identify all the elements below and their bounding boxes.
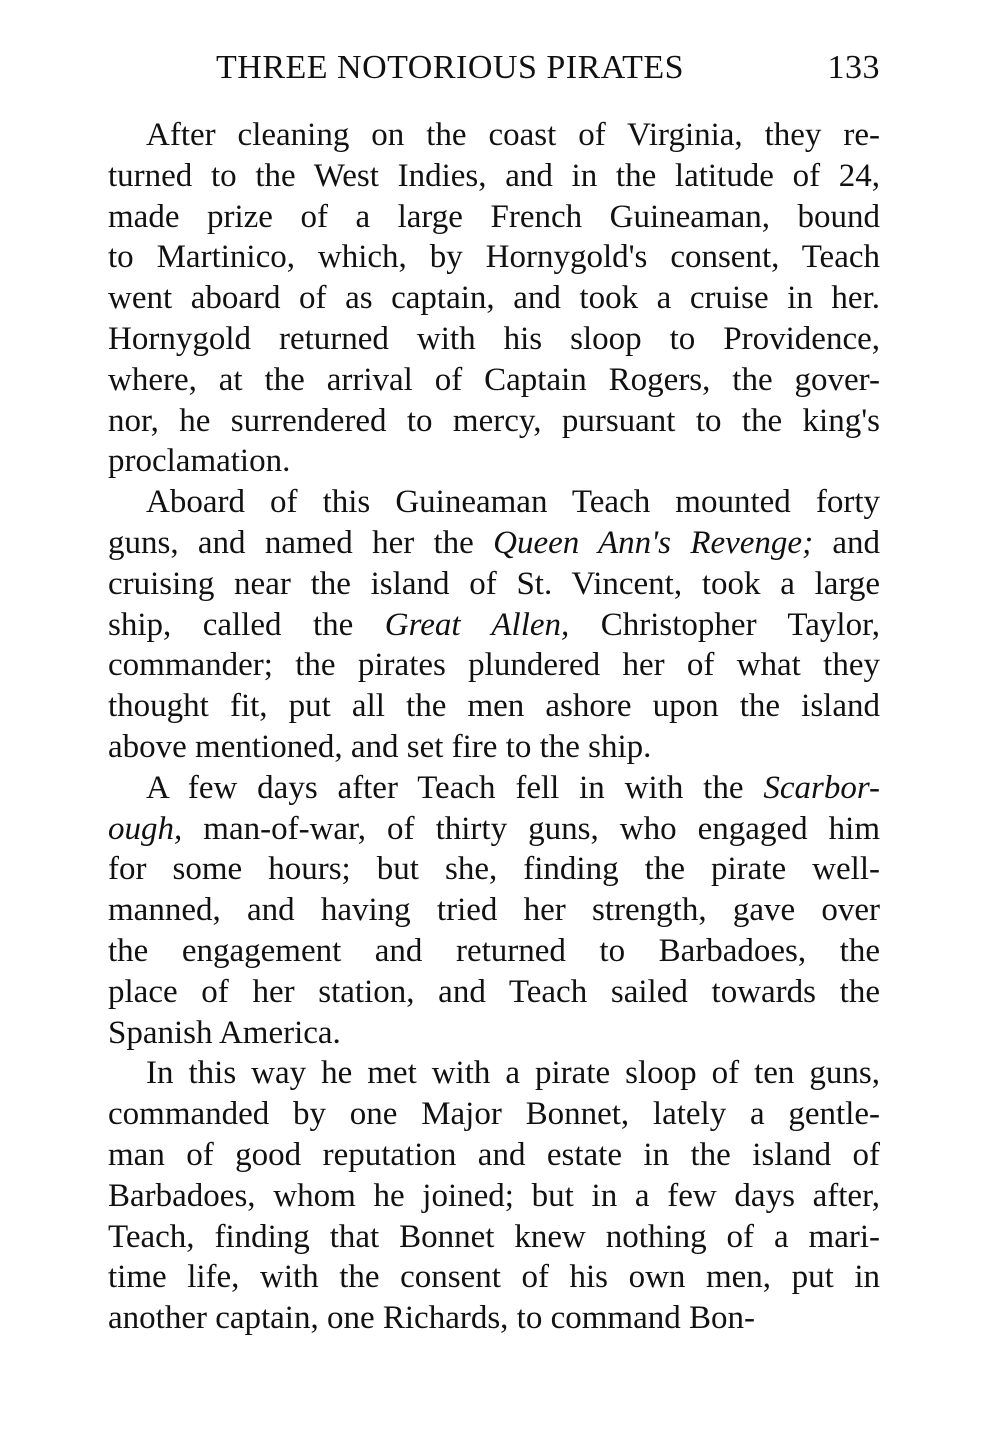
text-line: [108, 441, 880, 482]
text-segment: to Martinico, which, by Hornygold's consent, Teach: [108, 239, 880, 276]
text-segment: and: [813, 524, 880, 561]
text-segment: time life, with the consent of his own men, put in: [108, 1259, 880, 1296]
text-line: [108, 890, 880, 931]
text-segment: Christopher Taylor,: [569, 606, 880, 643]
text-segment: A few days after Teach fell in with the: [146, 769, 764, 806]
text-line: [108, 727, 880, 768]
text-line: [108, 1135, 880, 1176]
text-line: [108, 809, 880, 850]
text-line: [108, 319, 880, 360]
text-segment: for some hours; but she, finding the pirate well-: [108, 851, 880, 888]
italic-text: Scarbor-: [763, 769, 880, 806]
text-segment: Teach, finding that Bonnet knew nothing of a mari-: [108, 1218, 880, 1255]
text-segment: thought fit, put all the men ashore upon the island: [108, 688, 880, 725]
text-segment: proclamation.: [108, 443, 291, 480]
text-line: [108, 1053, 880, 1094]
text-segment: commander; the pirates plundered her of what they: [108, 647, 880, 684]
text-segment: nor, he surrendered to mercy, pursuant to the king's: [108, 402, 880, 439]
italic-text: Great Allen,: [384, 606, 570, 643]
text-line: [108, 197, 880, 238]
text-segment: man-of-war, of thirty guns, who engaged him: [182, 810, 880, 847]
paragraph: [108, 1053, 880, 1339]
text-line: [108, 645, 880, 686]
text-line: [108, 972, 880, 1013]
text-line: [108, 1298, 880, 1339]
text-segment: place of her station, and Teach sailed towards the: [108, 973, 880, 1010]
paragraph: [108, 482, 880, 768]
text-line: [108, 156, 880, 197]
running-title: THREE NOTORIOUS PIRATES: [216, 49, 685, 86]
text-line: [108, 523, 880, 564]
text-segment: commanded by one Major Bonnet, lately a gentle-: [108, 1096, 880, 1133]
text-segment: turned to the West Indies, and in the latitude of 24,: [108, 157, 880, 194]
text-line: [108, 1176, 880, 1217]
text-segment: manned, and having tried her strength, gave over: [108, 892, 880, 929]
text-segment: the engagement and returned to Barbadoes, the: [108, 932, 880, 969]
text-line: [108, 1257, 880, 1298]
text-segment: ship, called the: [108, 606, 385, 643]
text-line: [108, 564, 880, 605]
text-line: [108, 1217, 880, 1258]
text-line: [108, 686, 880, 727]
text-line: [108, 1013, 880, 1054]
text-line: [108, 278, 880, 319]
text-segment: cruising near the island of St. Vincent, took a large: [108, 565, 880, 602]
text-line: [108, 482, 880, 523]
text-segment: where, at the arrival of Captain Rogers, the gover-: [108, 361, 880, 398]
text-segment: Barbadoes, whom he joined; but in a few days after,: [108, 1177, 880, 1214]
text-segment: went aboard of as captain, and took a cruise in her.: [108, 280, 880, 317]
text-line: [108, 237, 880, 278]
body-text: [108, 115, 880, 1339]
text-line: [108, 1094, 880, 1135]
text-line: [108, 115, 880, 156]
text-segment: Hornygold returned with his sloop to Providence,: [108, 320, 880, 357]
text-segment: man of good reputation and estate in the island of: [108, 1136, 880, 1173]
text-line: [108, 360, 880, 401]
text-segment: Aboard of this Guineaman Teach mounted forty: [146, 484, 880, 521]
text-segment: Spanish America.: [108, 1014, 341, 1051]
page-number: 133: [827, 49, 880, 86]
running-head: [108, 46, 880, 90]
paragraph: [108, 768, 880, 1054]
italic-text: ough,: [108, 810, 183, 847]
italic-text: Queen Ann's Revenge;: [493, 524, 814, 561]
text-segment: In this way he met with a pirate sloop of ten guns,: [146, 1055, 880, 1092]
paragraph: [108, 115, 880, 482]
text-segment: made prize of a large French Guineaman, bound: [108, 198, 880, 235]
text-line: [108, 401, 880, 442]
text-segment: guns, and named her the: [108, 524, 494, 561]
text-line: [108, 768, 880, 809]
text-segment: above mentioned, and set fire to the ship.: [108, 728, 652, 765]
text-segment: another captain, one Richards, to command Bon-: [108, 1300, 755, 1337]
text-segment: After cleaning on the coast of Virginia, they re-: [146, 117, 880, 153]
text-line: [108, 931, 880, 972]
text-line: [108, 849, 880, 890]
text-line: [108, 605, 880, 646]
